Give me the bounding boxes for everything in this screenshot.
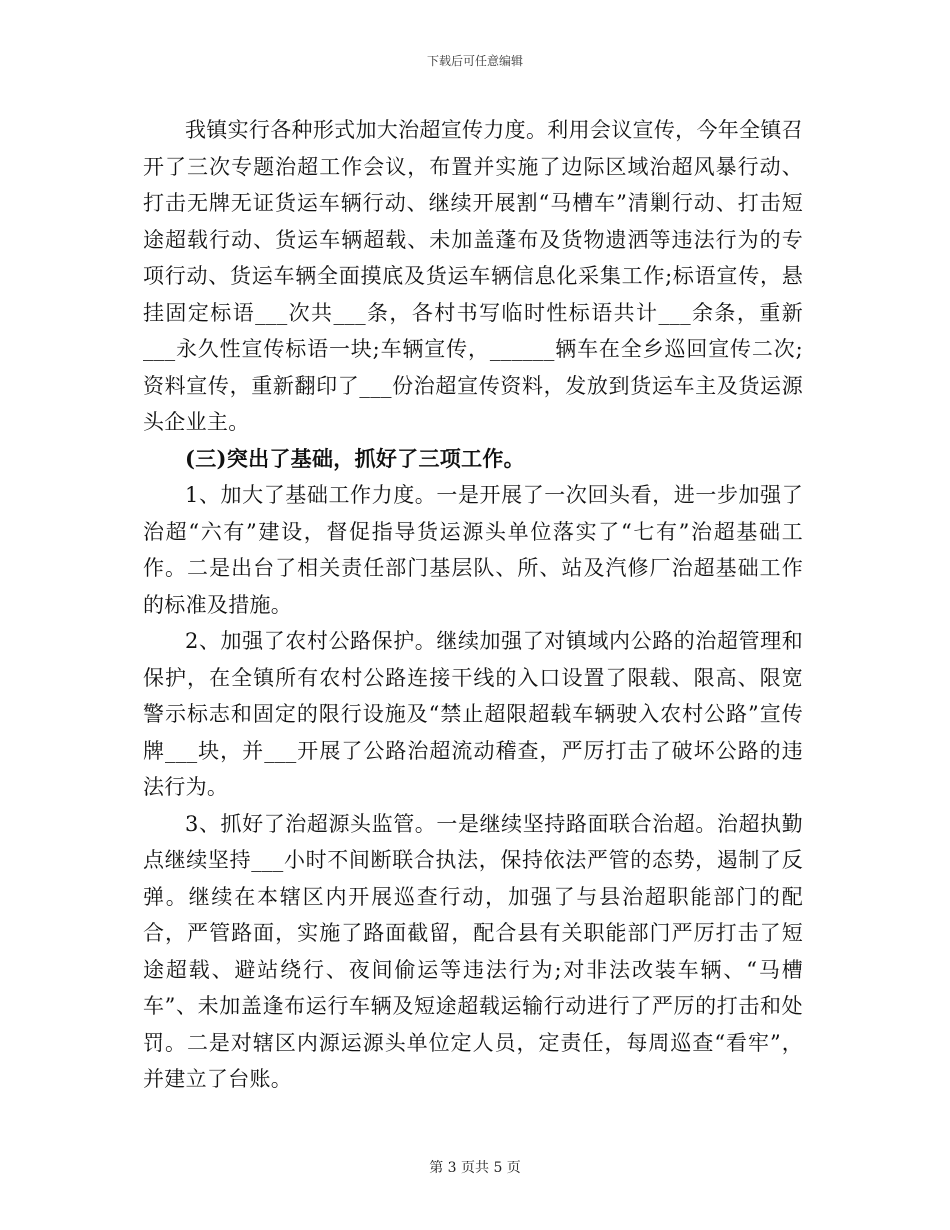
- page-header: 下载后可任意编辑: [426, 54, 523, 68]
- document-body: [143, 112, 803, 1098]
- paragraph-publicity: 我镇实行各种形式加大治超宣传力度。利用会议宣传，今年全镇召开了三次专题治超工作会议，布置并实施了边际区域治超风暴行动、打击无牌无证货运车辆行动、继续开展割“马槽车”清剿行动、打击短途超载行动、货运车辆超载、未加盖蓬布及货物遗洒等违法行为的专项行动、货运车辆全面摸底及货运车辆信息化采集工作;标语宣传，悬挂固定标语___次共___条，各村书写临时性标语共计___余条，重新___永久性宣传标语一块;车辆宣传，______辆车在全乡巡回宣传二次;资料宣传，重新翻印了___份治超宣传资料，发放到货运车主及货运源头企业主。: [143, 118, 803, 434]
- paragraph-item-1: 1、加大了基础工作力度。一是开展了一次回头看，进一步加强了治超“六有”建设，督促指导货运源头单位落实了“七有”治超基础工作。二是出台了相关责任部门基层队、所、站及汽修厂治超基础工作的标准及措施。: [143, 483, 803, 617]
- paragraph-item-3: 3、抓好了治超源头监管。一是继续坚持路面联合治超。治超执勤点继续坚持___小时不间断联合执法，保持依法严管的态势，遏制了反弹。继续在本辖区内开展巡查行动，加强了与县治超职能部门的配合，严管路面，实施了路面截留，配合县有关职能部门严厉打击了短途超载、避站绕行、夜间偷运等违法行为;对非法改装车辆、“马槽车”、未加盖逢布运行车辆及短途超载运输行动进行了严厉的打击和处罚。二是对辖区内源运源头单位定人员，定责任，每周巡查“看牢”，并建立了台账。: [143, 811, 803, 1091]
- paragraph-item-2: 2、加强了农村公路保护。继续加强了对镇域内公路的治超管理和保护，在全镇所有农村公路连接干线的入口设置了限载、限高、限宽警示标志和固定的限行设施及“禁止超限超载车辆驶入农村公路”宣传牌___块，并___开展了公路治超流动稽查，严厉打击了破坏公路的违法行为。: [143, 629, 803, 799]
- page-number: 第 3 页共 5 页: [429, 1160, 521, 1176]
- section-heading-three: (三)突出了基础，抓好了三项工作。: [185, 445, 525, 471]
